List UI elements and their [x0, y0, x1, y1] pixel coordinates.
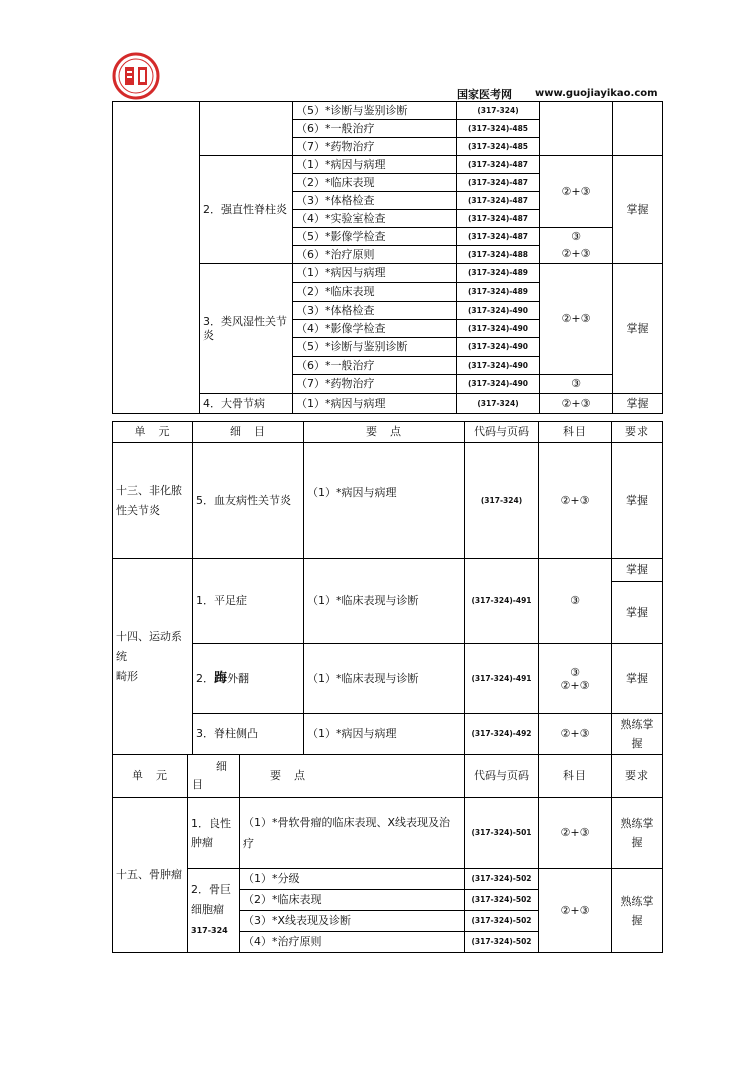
requirement-cell: 掌握	[612, 443, 663, 559]
item-cell: 4．大骨节病	[200, 394, 293, 414]
subject-cell: ③	[540, 375, 613, 394]
requirement-cell: 掌握	[613, 394, 663, 414]
point-cell: （1）*病因与病理	[293, 156, 457, 174]
header-subject: 科目	[539, 422, 612, 443]
point-cell: （1）*分级	[240, 869, 465, 890]
requirement-cell: 掌握	[612, 559, 663, 582]
header-unit: 单 元	[113, 755, 188, 798]
subject-cell: ③	[539, 559, 612, 644]
header-item-char1: 细	[216, 760, 227, 773]
header-item	[188, 755, 240, 798]
header-item: 细 目	[193, 422, 304, 443]
site-url[interactable]: www.guojiayikao.com	[535, 88, 658, 99]
code-cell: (317-324)-487	[457, 228, 540, 246]
requirement-cell	[613, 102, 663, 156]
unit-cell: 十三、非化脓性关节炎	[113, 443, 193, 559]
code-cell: (317-324)-485	[457, 138, 540, 156]
header-code: 代码与页码	[465, 422, 539, 443]
point-cell: （1）*病因与病理	[304, 714, 465, 755]
unit-title-line1: 十四、运动系统	[116, 629, 182, 663]
subject-line1: ③	[570, 665, 580, 679]
code-cell: (317-324)-492	[465, 714, 539, 755]
subject-cell: ②+③	[540, 156, 613, 228]
code-cell: (317-324)-502	[465, 932, 539, 953]
code-cell: (317-324)	[457, 102, 540, 120]
item-cell-continued	[200, 102, 293, 156]
code-cell: (317-324)-490	[457, 357, 540, 375]
code-cell: (317-324)-489	[457, 283, 540, 302]
requirement-cell: 熟练掌握	[612, 798, 663, 869]
point-cell: （4）*实验室检查	[293, 210, 457, 228]
point-cell: （6）*一般治疗	[293, 357, 457, 375]
code-cell: (317-324)-487	[457, 156, 540, 174]
item-cell: 3．脊柱侧凸	[193, 714, 304, 755]
subject-cell: ②+③	[539, 714, 612, 755]
point-cell: （6）*治疗原则	[293, 246, 457, 264]
code-cell: (317-324)-487	[457, 210, 540, 228]
point-cell: （3）*体格检查	[293, 192, 457, 210]
point-cell: （4）*治疗原则	[240, 932, 465, 953]
item-cell: 5．血友病性关节炎	[193, 443, 304, 559]
item-cell: 1．良性肿瘤	[188, 798, 240, 869]
header-subject: 科目	[539, 755, 612, 798]
code-cell: (317-324)	[465, 443, 539, 559]
point-cell: （7）*药物治疗	[293, 375, 457, 394]
point-cell: （5）*影像学检查	[293, 228, 457, 246]
subject-cell	[540, 102, 613, 156]
subject-cell: ②+③	[540, 246, 613, 264]
requirement-cell: 掌握	[612, 644, 663, 714]
header-unit: 单 元	[113, 422, 193, 443]
unit-cell-continued	[113, 102, 200, 414]
header-points: 要 点	[304, 422, 465, 443]
item-cell: 2．强直性脊柱炎	[200, 156, 293, 264]
requirement-cell: 掌握	[613, 156, 663, 264]
code-cell: (317-324)-491	[465, 559, 539, 644]
code-cell: (317-324)-491	[465, 644, 539, 714]
subject-cell: ②+③	[539, 798, 612, 869]
requirement-cell: 熟练掌握	[612, 869, 663, 953]
site-name: 国家医考网	[457, 88, 512, 101]
point-cell: （3）*体格检查	[293, 302, 457, 320]
syllabus-table-units-13-14	[112, 421, 663, 755]
subject-line2: ②+③	[560, 678, 590, 692]
subject-cell: ②+③	[540, 264, 613, 375]
item-code: 317-324	[191, 926, 228, 935]
point-cell: （3）*X线表现及诊断	[240, 911, 465, 932]
code-cell: (317-324)-502	[465, 890, 539, 911]
header-requirement: 要求	[612, 755, 663, 798]
point-cell: （2）*临床表现	[293, 283, 457, 302]
item-big-char: 踇	[214, 670, 228, 686]
requirement-cell: 熟练掌握	[612, 714, 663, 755]
code-cell: (317-324)-502	[465, 869, 539, 890]
site-logo	[112, 52, 160, 100]
subject-cell	[539, 644, 612, 714]
subject-cell: ②+③	[539, 443, 612, 559]
item-cell	[193, 644, 304, 714]
point-cell: （6）*一般治疗	[293, 120, 457, 138]
point-cell: （1）*病因与病理	[304, 443, 465, 559]
header-requirement: 要求	[612, 422, 663, 443]
point-cell: （1）*病因与病理	[293, 394, 457, 414]
point-cell: （7）*药物治疗	[293, 138, 457, 156]
subject-cell: ②+③	[540, 394, 613, 414]
point-cell: （4）*影像学检查	[293, 320, 457, 338]
syllabus-table-continued	[112, 101, 663, 414]
item-rest: 外翻	[227, 671, 250, 685]
subject-cell: ②+③	[539, 869, 612, 953]
item-cell: 3．类风湿性关节炎	[200, 264, 293, 394]
item-number: 2．	[196, 671, 214, 685]
header-item-char2: 目	[192, 778, 203, 791]
point-cell: （5）*诊断与鉴别诊断	[293, 338, 457, 357]
point-cell: （1）*骨软骨瘤的临床表现、X线表现及治疗	[240, 798, 465, 869]
point-cell: （2）*临床表现	[293, 174, 457, 192]
code-cell: (317-324)-487	[457, 192, 540, 210]
code-cell: (317-324)-490	[457, 375, 540, 394]
code-cell: (317-324)-487	[457, 174, 540, 192]
code-cell: (317-324)-485	[457, 120, 540, 138]
requirement-cell: 掌握	[613, 264, 663, 394]
code-cell: (317-324)-490	[457, 320, 540, 338]
code-cell: (317-324)-501	[465, 798, 539, 869]
code-cell: (317-324)-489	[457, 264, 540, 283]
unit-cell	[113, 559, 193, 755]
item-cell: 1．平足症	[193, 559, 304, 644]
code-cell: (317-324)-488	[457, 246, 540, 264]
point-cell: （1）*病因与病理	[293, 264, 457, 283]
point-cell: （2）*临床表现	[240, 890, 465, 911]
code-cell: (317-324)-490	[457, 338, 540, 357]
header-code: 代码与页码	[465, 755, 539, 798]
point-cell: （5）*诊断与鉴别诊断	[293, 102, 457, 120]
header-points: 要 点	[240, 755, 465, 798]
item-cell	[188, 869, 240, 953]
code-cell: (317-324)	[457, 394, 540, 414]
unit-cell: 十五、骨肿瘤	[113, 798, 188, 953]
code-cell: (317-324)-502	[465, 911, 539, 932]
unit-title-line2: 畸形	[116, 669, 138, 683]
code-cell: (317-324)-490	[457, 302, 540, 320]
requirement-cell: 掌握	[612, 582, 663, 644]
point-cell: （1）*临床表现与诊断	[304, 559, 465, 644]
item-name: 2．骨巨细胞瘤	[191, 883, 231, 916]
point-cell: （1）*临床表现与诊断	[304, 644, 465, 714]
subject-cell: ③	[540, 228, 613, 246]
syllabus-table-unit-15	[112, 754, 663, 953]
